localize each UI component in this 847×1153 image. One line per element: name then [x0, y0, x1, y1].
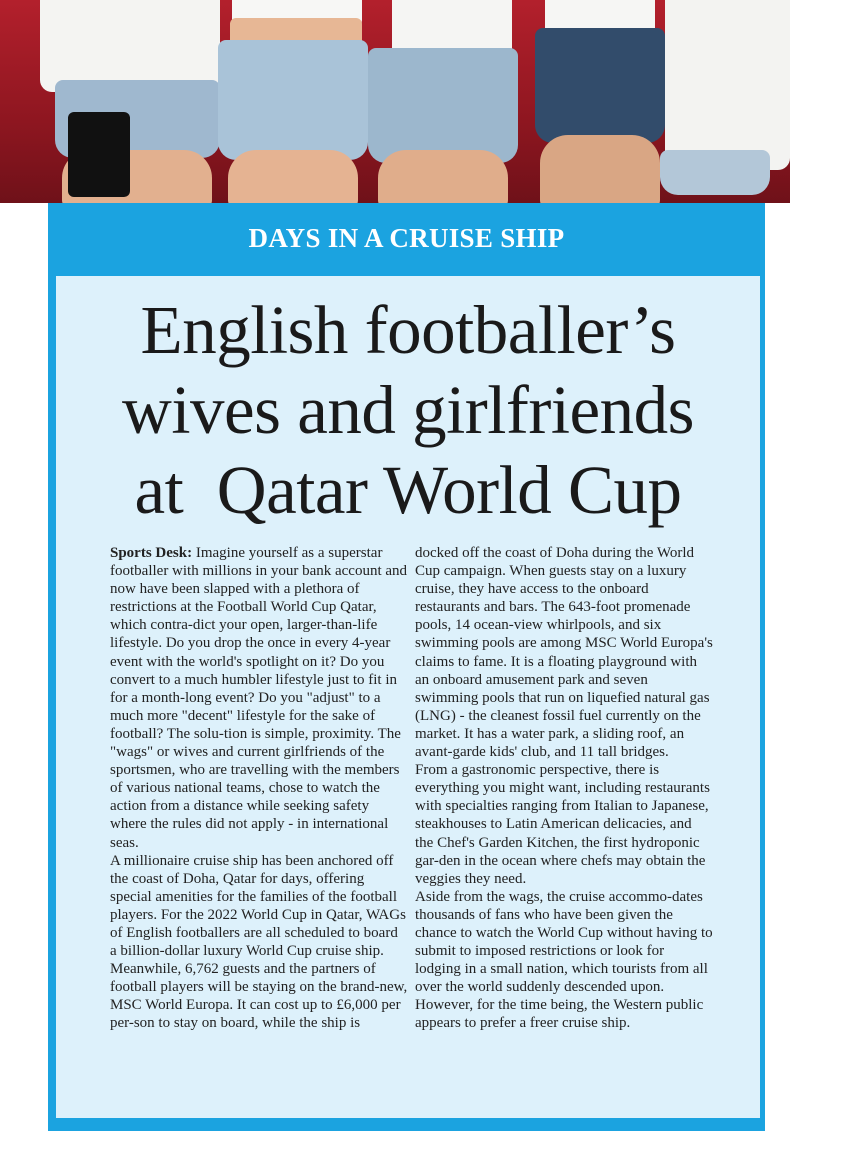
shorts-5 [660, 150, 770, 195]
legs-3 [378, 150, 508, 203]
left-column-text: Imagine yourself as a superstar footballer with millions in your bank account and now have been slapped with a plethora of restrictions at the Football World Cup Qatar, which contra-dict your open, larger-than-life lifestyle. Do you drop the once in every 4-year event with the world's spotlight on it? Do you convert to a much humbler lifestyle just to fit in for a month-long event? Do you "adjust" to a much more "decent" lifestyle for the sake of football? The solu-tion is simple, proximity. The "wags" or wives and current girlfriends of the sportsmen, who are travelling with the members of various national teams, chose to watch the action from a distance while seeking safety where the rules did not apply - in international seas. A millionaire cruise ship has been anchored off the coast of Doha, Qatar for days, offering special amenities for the families of the football players. For the 2022 World Cup in Qatar, WAGs of English footballers are all scheduled to board a billion-dollar luxury World Cup cruise ship. Meanwhile, 6,762 guests and the partners of football players will be staying on the brand-new, MSC World Europa. It can cost up to £6,000 per per-son to stay on board, while the ship is [110, 545, 408, 1032]
legs-2 [228, 150, 358, 203]
headline-line-3: at Qatar World Cup [134, 452, 682, 528]
shorts-2 [218, 40, 368, 160]
handbag [68, 112, 130, 197]
headline-line-2: wives and girlfriends [121, 372, 695, 448]
shorts-4 [535, 28, 665, 143]
dateline: Sports Desk: [110, 545, 193, 561]
article-column-right [415, 544, 713, 1033]
legs-4 [540, 135, 660, 203]
shirt-1 [40, 0, 220, 92]
article-frame [48, 203, 765, 1131]
headline-line-1: English footballer’s [140, 292, 676, 368]
shorts-3 [368, 48, 518, 163]
article-panel [56, 276, 760, 1118]
header-photo [0, 0, 790, 203]
section-kicker: DAYS IN A CRUISE SHIP [248, 223, 565, 253]
right-column-text: docked off the coast of Doha during the World Cup campaign. When guests stay on a luxury cruise, they have access to the onboard restaurants and bars. The 643-foot promenade pools, 14 ocean-view whirlpools, and six swimming pools are among MSC World Europa's claims to fame. It is a floating playground with an onboard amusement park and seven swimming pools that run on liquefied natural gas (LNG) - the cleanest fossil fuel currently on the market. It has a water park, a sliding roof, an avant-garde kids' club, and 11 tall bridges. From a gastronomic perspective, there is everything you might want, including restaurants with specialties ranging from Italian to Japanese, steakhouses to Latin American delicacies, and the Chef's Garden Kitchen, the first hydroponic gar-den in the ocean where chefs may obtain the veggies they need. Aside from the wags, the cruise accommo-dates thousands of fans who have been given the chance to watch the World Cup without having to submit to imposed restrictions or look for lodging in a small nation, which tourists from all over the world suddenly descended upon. However, for the time being, the Western public appears to prefer a freer cruise ship. [415, 545, 713, 1032]
article-column-left [110, 544, 408, 1033]
shirt-5 [665, 0, 790, 170]
headline [56, 290, 760, 530]
